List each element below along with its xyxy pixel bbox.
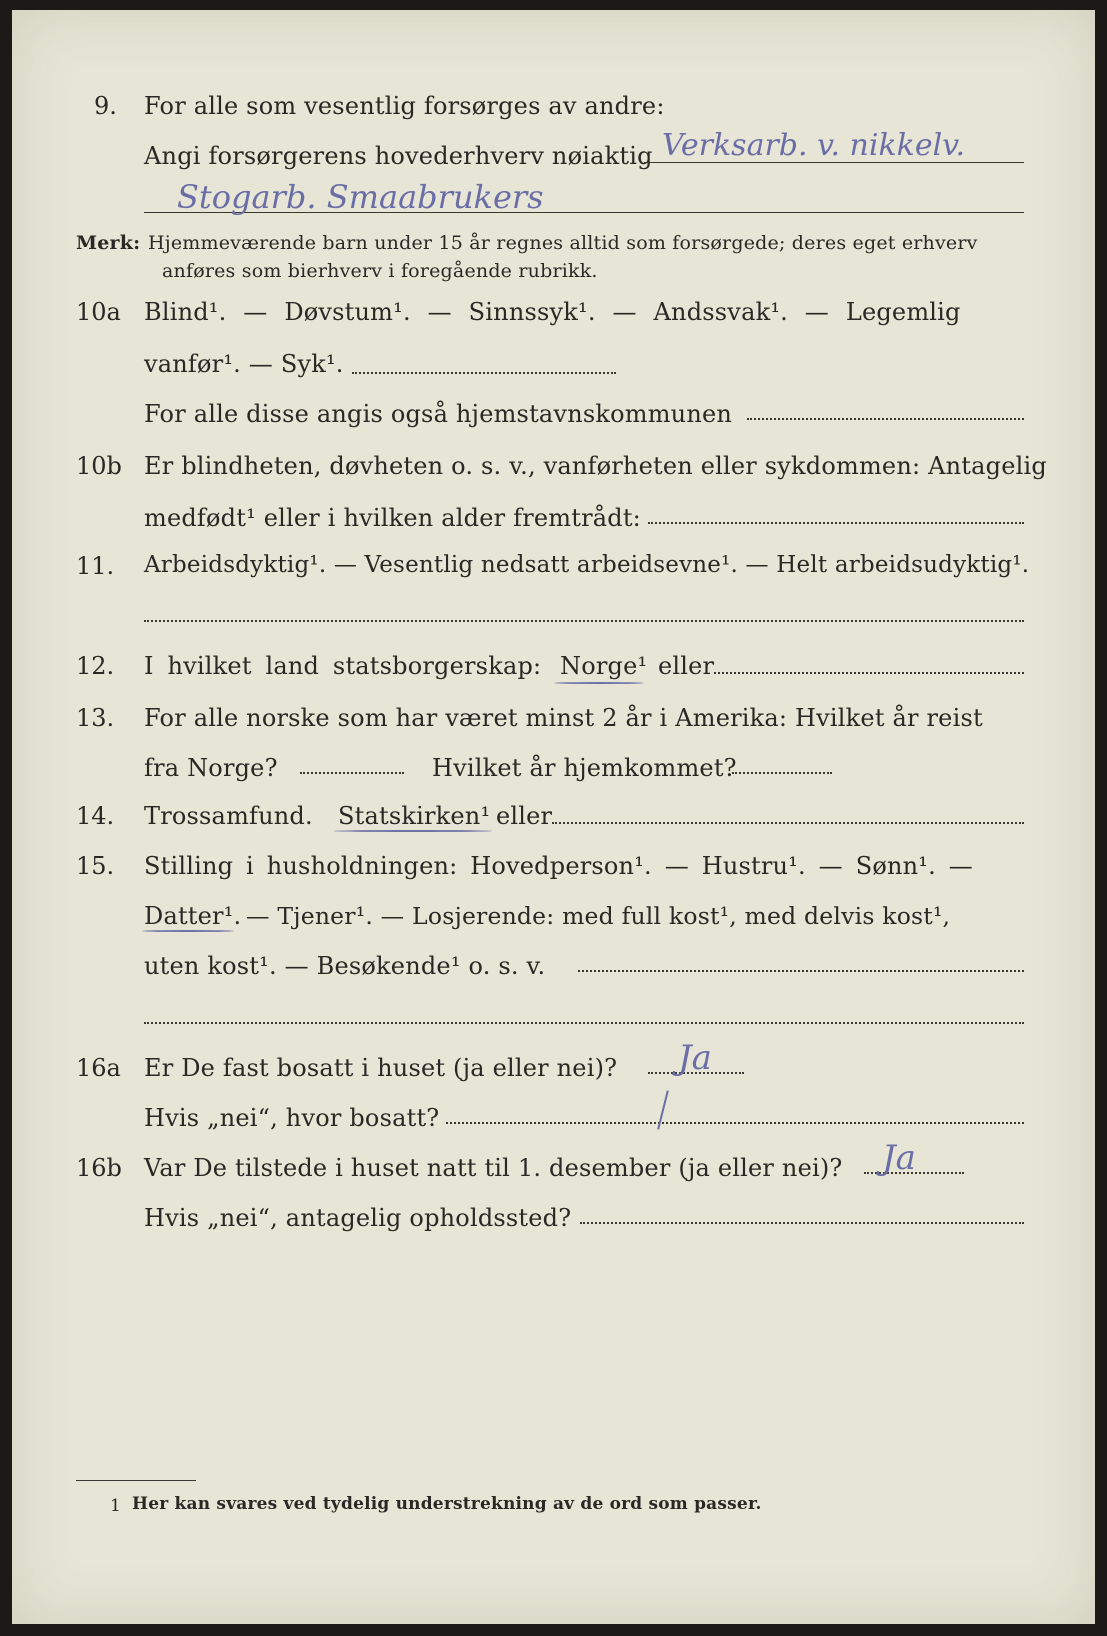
q12-answer-line bbox=[714, 672, 1024, 674]
footnote-text: Her kan svares ved tydelig understrekning av de ord som passer. bbox=[132, 1494, 762, 1514]
q15-line2: — Tjener¹. — Losjerende: med full kost¹, med delvis kost¹, bbox=[246, 902, 951, 930]
q15-line1: Stilling i husholdningen: Hovedperson¹. — Hustru¹. — Sønn¹. — bbox=[144, 852, 973, 880]
q14-statskirken-underline bbox=[334, 830, 492, 832]
q13-line1: For alle norske som har været minst 2 år i Amerika: Hvilket år reist bbox=[144, 704, 983, 732]
q15-line3: uten kost¹. — Besøkende¹ o. s. v. bbox=[144, 952, 546, 980]
q16b-line1: Var De tilstede i huset natt til 1. desember (ja eller nei)? bbox=[144, 1154, 843, 1182]
q14-eller: eller bbox=[496, 802, 553, 830]
q9-line2: Angi forsørgerens hovederhverv nøiaktig bbox=[144, 142, 653, 170]
q15-datter: Datter¹. bbox=[144, 902, 242, 930]
merk-line1: Hjemmeværende barn under 15 år regnes alltid som forsørgede; deres eget erhverv bbox=[148, 232, 978, 254]
q9-line1: For alle som vesentlig forsørges av andre: bbox=[144, 92, 665, 120]
q10b-line2: medfødt¹ eller i hvilken alder fremtrådt: bbox=[144, 504, 641, 532]
merk-line2: anføres som bierhverv i foregående rubrikk. bbox=[162, 260, 598, 282]
q14-answer-line bbox=[552, 822, 1024, 824]
q10a-kommune-answer-line bbox=[747, 418, 1024, 420]
q9-handwritten-answer2: Stogarb. Smaabrukers bbox=[177, 178, 544, 216]
q16b-opholdssted-answer-line bbox=[580, 1222, 1024, 1224]
q11-answer-line bbox=[144, 620, 1024, 622]
q11-line1: Arbeidsdyktig¹. — Vesentlig nedsatt arbeidsevne¹. — Helt arbeidsudyktig¹. bbox=[144, 552, 1030, 578]
q9-handwritten-answer1: Verksarb. v. nikkelv. bbox=[662, 128, 966, 163]
q10a-line2: vanfør¹. — Syk¹. bbox=[144, 350, 344, 378]
q16b-line2: Hvis „nei“, antagelig opholdssted? bbox=[144, 1204, 572, 1232]
q14-text: Trossamfund. bbox=[144, 802, 313, 830]
q16b-handwritten-answer: Ja bbox=[882, 1138, 916, 1178]
q12-eller: eller bbox=[658, 652, 715, 680]
q11-number: 11. bbox=[76, 552, 115, 580]
q10a-line1: Blind¹. — Døvstum¹. — Sinnssyk¹. — Andssvak¹. — Legemlig bbox=[144, 298, 961, 326]
q13-line2b: Hvilket år hjemkommet? bbox=[432, 754, 737, 782]
q15-answer-line bbox=[578, 970, 1024, 972]
footnote-mark: 1 bbox=[110, 1496, 122, 1516]
q13-hjemkommet-answer-line bbox=[732, 772, 832, 774]
q12-text: I hvilket land statsborgerskap: bbox=[144, 652, 542, 680]
q14-number: 14. bbox=[76, 802, 115, 830]
q10a-syk-answer-line bbox=[352, 372, 616, 374]
q16b-number: 16b bbox=[76, 1154, 122, 1182]
q10b-number: 10b bbox=[76, 452, 122, 480]
q12-norge: Norge¹ bbox=[560, 652, 648, 680]
q12-number: 12. bbox=[76, 652, 115, 680]
q16a-number: 16a bbox=[76, 1054, 121, 1082]
merk-label: Merk: bbox=[76, 232, 141, 254]
q9-number: 9. bbox=[94, 92, 117, 120]
q13-line2a: fra Norge? bbox=[144, 754, 278, 782]
q16a-line1: Er De fast bosatt i huset (ja eller nei)? bbox=[144, 1054, 618, 1082]
q10a-line3: For alle disse angis også hjemstavnskommunen bbox=[144, 400, 733, 428]
q14-statskirken: Statskirken¹ bbox=[338, 802, 491, 830]
q15-datter-underline bbox=[142, 930, 234, 932]
q13-number: 13. bbox=[76, 704, 115, 732]
q12-norge-underline bbox=[554, 682, 644, 684]
q16a-bosatt-answer-line bbox=[446, 1122, 1024, 1124]
q10b-answer-line bbox=[648, 522, 1024, 524]
q10a-number: 10a bbox=[76, 298, 121, 326]
q16a-line2: Hvis „nei“, hvor bosatt? bbox=[144, 1104, 440, 1132]
footnote-rule bbox=[76, 1480, 196, 1481]
q15-number: 15. bbox=[76, 852, 115, 880]
q15-answer-line2 bbox=[144, 1022, 1024, 1024]
q10b-line1: Er blindheten, døvheten o. s. v., vanførheten eller sykdommen: Antagelig bbox=[144, 452, 1047, 480]
q13-reist-answer-line bbox=[300, 772, 404, 774]
census-form-page bbox=[12, 10, 1095, 1624]
q16a-handwritten-answer: Ja bbox=[678, 1038, 712, 1078]
